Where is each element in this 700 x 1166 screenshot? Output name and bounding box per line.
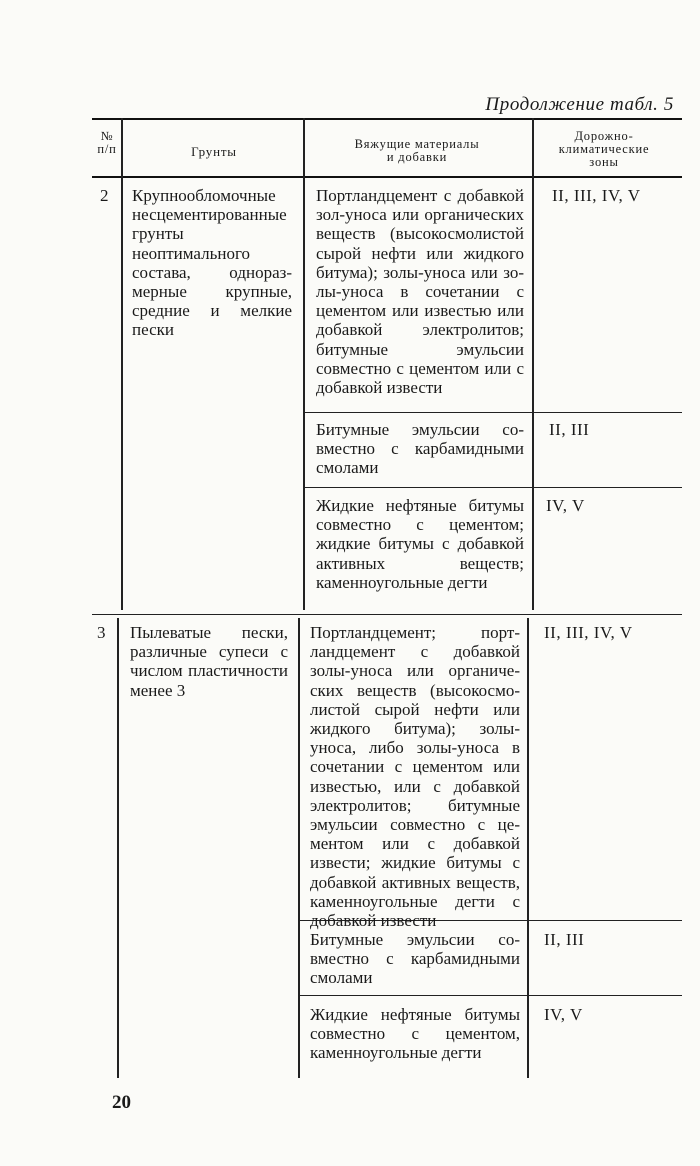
column-divider <box>298 618 300 1078</box>
binder-text: Жидкие нефтяные битумы совместно с цементом, каменноугольные дегти <box>310 1005 520 1063</box>
row-separator <box>305 487 682 488</box>
page-number: 20 <box>112 1092 131 1113</box>
header-bottom-rule <box>92 176 682 178</box>
row-separator <box>305 412 682 413</box>
column-divider <box>527 618 529 1078</box>
soil-description: Пылеватые пески, различные супеси с числом пластичности менее 3 <box>130 623 288 700</box>
binder-text: Жидкие нефтяные битумы совместно с цементом; жидкие битумы с добавкой активных веществ; каменноугольные дегти <box>316 496 524 592</box>
header-binders: Вяжущие материалы и добавки <box>354 137 480 164</box>
zone-value: II, III, IV, V <box>552 186 641 205</box>
table-top-rule <box>92 118 682 120</box>
binder-text: Битумные эмульсии совместно с карбамидными смолами <box>310 930 520 988</box>
column-divider <box>303 118 305 610</box>
header-soils: Грунты <box>191 144 237 159</box>
row-separator <box>300 995 682 996</box>
table-caption: Продолжение табл. 5 <box>485 94 674 115</box>
binder-text: Портландцемент; портландцемент с добавкой золы-уноса или органических веществ (высокосмолистой сырой нефти или жидкого битума); золы-уноса, либо золы-уноса в сочетании с цементом или известью, или с добавкой электролитов; битумные эмульсии совместно с цементом или с добавкой извести; жидкие битумы с добавкой активных веществ, каменноугольные дегти с добавкой извести <box>310 623 520 931</box>
header-zones: Дорожно- климатические зоны <box>558 129 650 169</box>
soil-description: Крупнообломочные несцементированные грунты неоптимального состава, одноразмерные крупные, средние и мелкие пески <box>132 186 292 340</box>
row-number: 2 <box>100 186 109 205</box>
row-number: 3 <box>97 623 106 642</box>
group-separator <box>92 614 682 615</box>
zone-value: II, III <box>549 420 590 439</box>
header-number: № п/п <box>97 129 117 156</box>
zone-value: IV, V <box>544 1005 583 1024</box>
column-divider <box>117 618 119 1078</box>
column-divider <box>532 118 534 610</box>
zone-value: IV, V <box>546 496 585 515</box>
zone-value: II, III <box>544 930 585 949</box>
binder-text: Портландцемент с добавкой зол-уноса или органических веществ (высокосмолистой сырой нефти или жидкого битума); золы-уноса или золы-уноса в сочетании с цементом или известью или добавкой электролитов; битумные эмульсии совместно с цементом или с добавкой извести <box>316 186 524 398</box>
zone-value: II, III, IV, V <box>544 623 633 642</box>
binder-text: Битумные эмульсии совместно с карбамидными смолами <box>316 420 524 478</box>
column-divider <box>121 118 123 610</box>
